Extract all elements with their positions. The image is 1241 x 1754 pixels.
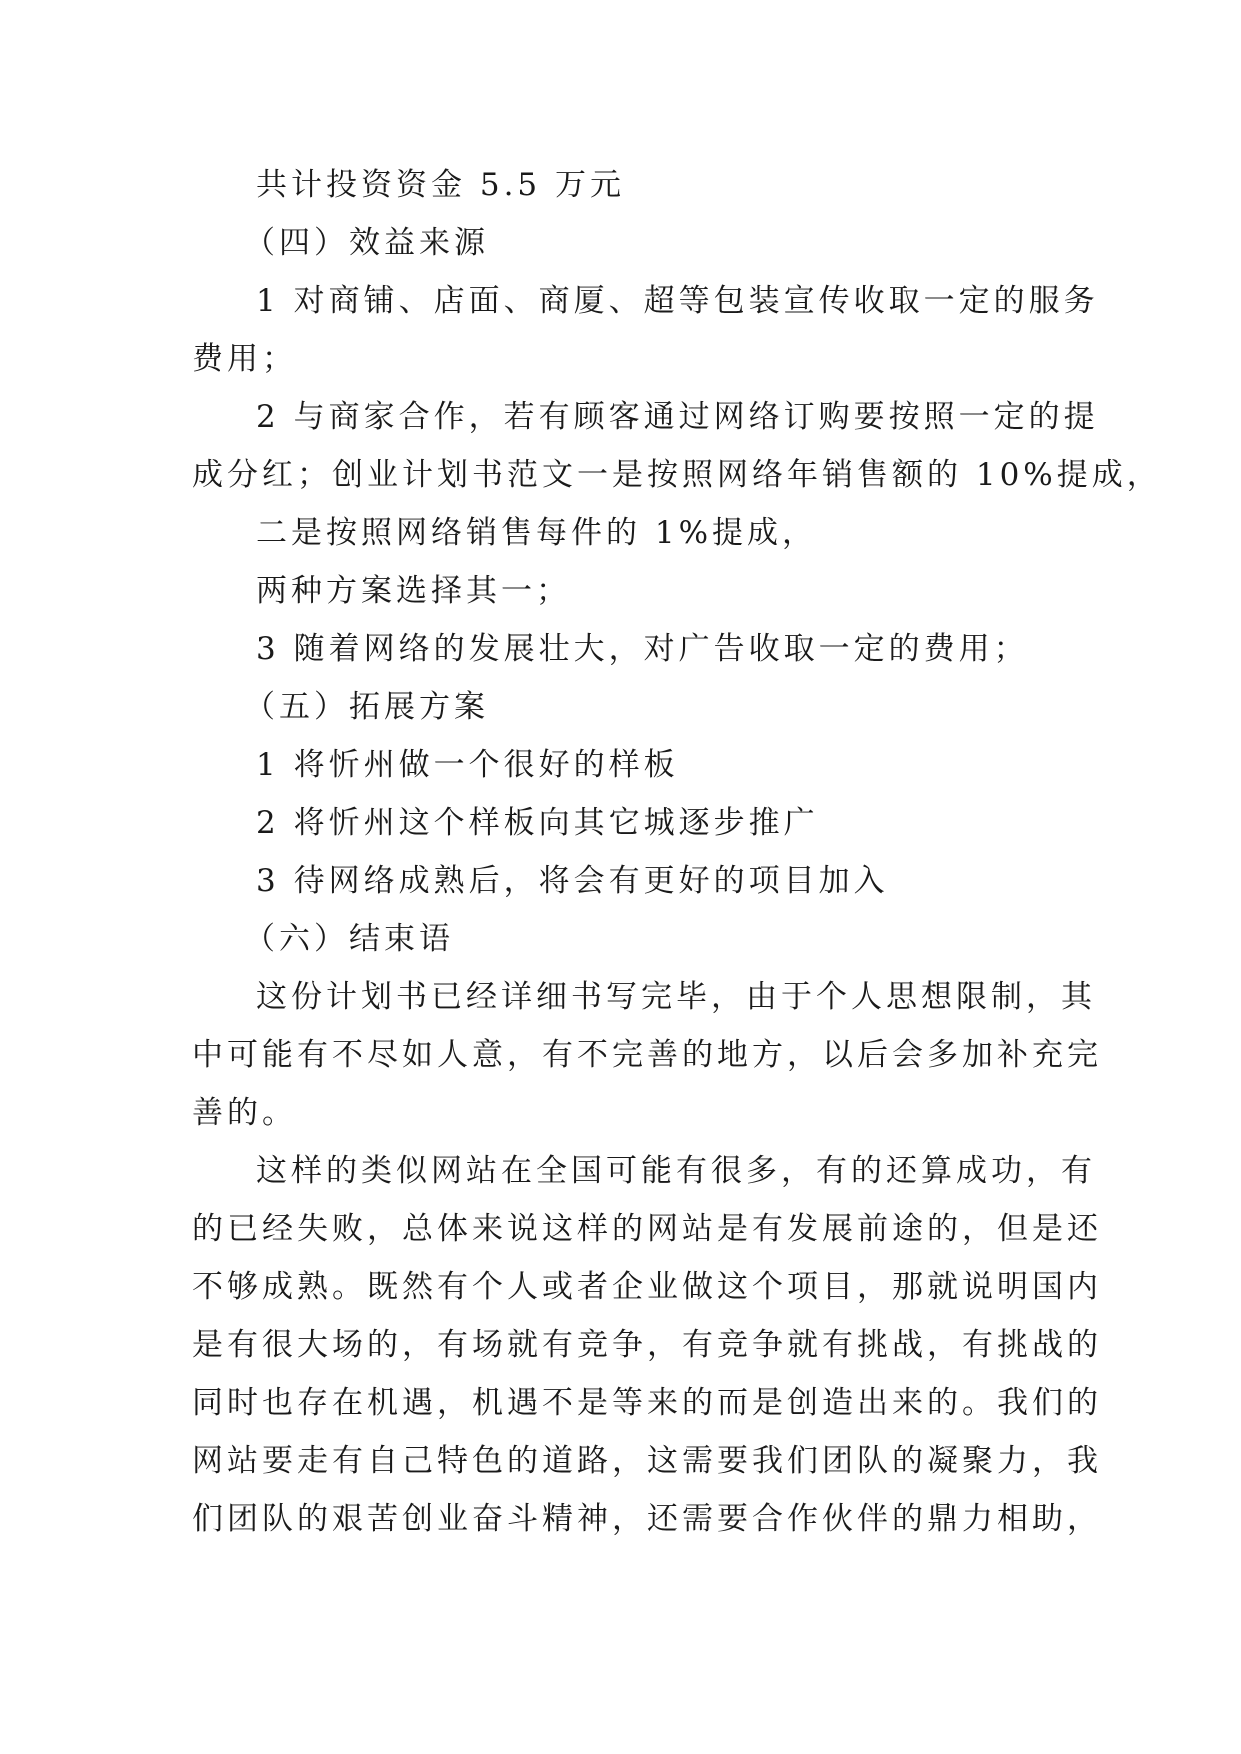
section-heading: （六）结束语 xyxy=(244,921,454,957)
text-line: 3 待网络成熟后，将会有更好的项目加入 xyxy=(256,863,889,899)
text-line: 中可能有不尽如人意，有不完善的地方，以后会多加补充完 xyxy=(192,1037,1102,1073)
section-heading: （五）拓展方案 xyxy=(244,689,489,725)
text-line: 们团队的艰苦创业奋斗精神，还需要合作伙伴的鼎力相助， xyxy=(192,1501,1102,1537)
text-line: 费用； xyxy=(192,341,297,377)
text-line: 2 与商家合作，若有顾客通过网络订购要按照一定的提 xyxy=(256,399,1099,435)
text-line: 1 对商铺、店面、商厦、超等包装宣传收取一定的服务 xyxy=(256,283,1099,319)
text-line: 2 将忻州这个样板向其它城逐步推广 xyxy=(256,805,819,841)
text-line: 二是按照网络销售每件的 1%提成， xyxy=(256,515,818,551)
text-line: 不够成熟。既然有个人或者企业做这个项目，那就说明国内 xyxy=(192,1269,1102,1305)
text-line: 是有很大场的，有场就有竞争，有竞争就有挑战，有挑战的 xyxy=(192,1327,1102,1363)
text-line: 共计投资资金 5.5 万元 xyxy=(256,167,626,203)
text-line: 善的。 xyxy=(192,1095,297,1131)
text-line: 同时也存在机遇，机遇不是等来的而是创造出来的。我们的 xyxy=(192,1385,1102,1421)
section-heading: （四）效益来源 xyxy=(244,225,489,261)
text-line: 成分红；创业计划书范文一是按照网络年销售额的 10%提成， xyxy=(192,457,1162,493)
text-line: 1 将忻州做一个很好的样板 xyxy=(256,747,679,783)
text-line: 这样的类似网站在全国可能有很多，有的还算成功，有 xyxy=(256,1153,1096,1189)
text-line: 两种方案选择其一； xyxy=(256,573,571,609)
text-line: 网站要走有自己特色的道路，这需要我们团队的凝聚力，我 xyxy=(192,1443,1102,1479)
text-line: 的已经失败，总体来说这样的网站是有发展前途的，但是还 xyxy=(192,1211,1102,1247)
text-line: 这份计划书已经详细书写完毕，由于个人思想限制，其 xyxy=(256,979,1096,1015)
text-line: 3 随着网络的发展壮大，对广告收取一定的费用； xyxy=(256,631,1029,667)
